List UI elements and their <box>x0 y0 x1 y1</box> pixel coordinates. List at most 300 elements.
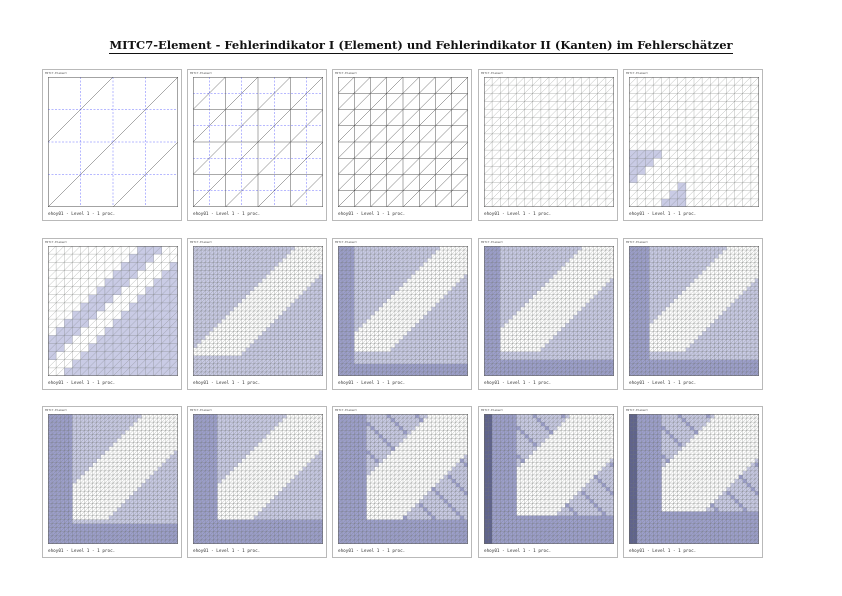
shaded-cell <box>448 364 452 368</box>
shaded-cell <box>496 295 500 299</box>
mesh-diagonal <box>354 158 370 174</box>
mesh-diagonal <box>242 344 246 348</box>
mesh-diagonal <box>678 175 686 183</box>
mesh-diagonal <box>129 246 137 254</box>
shaded-cell <box>346 295 350 299</box>
mesh-diagonal <box>234 335 238 339</box>
shaded-cell <box>484 364 488 368</box>
shaded-cell <box>391 250 395 254</box>
mesh-diagonal <box>311 246 315 250</box>
mesh-diagonal <box>395 299 399 303</box>
shaded-cell <box>303 339 307 343</box>
mesh-diagonal <box>395 315 399 319</box>
shaded-cell <box>258 368 262 372</box>
mesh-diagonal <box>299 258 303 262</box>
shaded-cell <box>338 254 342 258</box>
shaded-cell <box>262 348 266 352</box>
mesh-plot <box>193 246 323 376</box>
shaded-cell <box>250 258 254 262</box>
mesh-plot <box>338 77 468 207</box>
mesh-diagonal <box>278 303 282 307</box>
panel-header: MITC7-Element <box>481 240 503 244</box>
shaded-cell <box>452 323 456 327</box>
mesh-diagonal <box>282 295 286 299</box>
shaded-cell <box>201 246 205 250</box>
shaded-cell <box>419 331 423 335</box>
mesh-diagonal <box>286 283 290 287</box>
mesh-diagonal <box>492 142 500 150</box>
mesh-diagonal <box>366 323 370 327</box>
shaded-cell <box>448 307 452 311</box>
shaded-cell <box>407 274 411 278</box>
mesh-diagonal <box>278 266 282 270</box>
shaded-cell <box>213 307 217 311</box>
shaded-cell <box>311 352 315 356</box>
shaded-cell <box>162 335 170 343</box>
shaded-cell <box>338 303 342 307</box>
mesh-diagonal <box>440 270 444 274</box>
shaded-cell <box>307 295 311 299</box>
mesh-diagonal <box>645 118 653 126</box>
mesh-diagonal <box>213 344 217 348</box>
mesh-diagonal <box>415 319 419 323</box>
shaded-cell <box>286 307 290 311</box>
shaded-cell <box>338 356 342 360</box>
mesh-diagonal <box>246 307 250 311</box>
shaded-cell <box>411 266 415 270</box>
shaded-cell <box>375 254 379 258</box>
shaded-cell <box>342 250 346 254</box>
shaded-cell <box>358 250 362 254</box>
mesh-diagonal <box>193 348 197 352</box>
shaded-cell <box>213 303 217 307</box>
shaded-cell <box>213 291 217 295</box>
shaded-cell <box>209 303 213 307</box>
mesh-diagonal <box>234 344 238 348</box>
mesh-diagonal <box>411 283 415 287</box>
mesh-diagonal <box>399 303 403 307</box>
shaded-cell <box>197 311 201 315</box>
mesh-diagonal <box>710 126 718 134</box>
shaded-cell <box>354 360 358 364</box>
mesh-diagonal <box>645 191 653 199</box>
shaded-cell <box>266 246 270 250</box>
shaded-cell <box>72 311 80 319</box>
shaded-cell <box>448 339 452 343</box>
shaded-cell <box>250 279 254 283</box>
mesh-diagonal <box>72 303 80 311</box>
mesh-diagonal <box>686 118 694 126</box>
mesh-diagonal <box>694 166 702 174</box>
mesh-diagonal <box>525 175 533 183</box>
shaded-cell <box>500 319 504 323</box>
shaded-cell <box>250 368 254 372</box>
mesh-diagonal <box>637 134 645 142</box>
shaded-cell <box>254 368 258 372</box>
shaded-cell <box>217 274 221 278</box>
shaded-cell <box>205 331 209 335</box>
shaded-cell <box>508 279 512 283</box>
mesh-diagonal <box>678 150 686 158</box>
shaded-cell <box>105 335 113 343</box>
shaded-cell <box>362 319 366 323</box>
mesh-diagonal <box>415 283 419 287</box>
shaded-cell <box>246 287 250 291</box>
shaded-cell <box>221 315 225 319</box>
mesh-diagonal <box>456 279 460 283</box>
shaded-cell <box>350 295 354 299</box>
shaded-cell <box>242 274 246 278</box>
shaded-cell <box>221 307 225 311</box>
shaded-cell <box>205 323 209 327</box>
mesh-diagonal <box>582 142 590 150</box>
shaded-cell <box>226 291 230 295</box>
shaded-cell <box>419 368 423 372</box>
shaded-cell <box>295 360 299 364</box>
mesh-diagonal <box>517 166 525 174</box>
mesh-diagonal <box>209 339 213 343</box>
mesh-diagonal <box>743 77 751 85</box>
mesh-diagonal <box>81 254 89 262</box>
shaded-cell <box>97 295 105 303</box>
shaded-cell <box>315 291 319 295</box>
mesh-diagonal <box>278 311 282 315</box>
mesh-diagonal <box>254 295 258 299</box>
shaded-cell <box>213 323 217 327</box>
shaded-cell <box>89 303 97 311</box>
mesh-diagonal <box>89 287 97 295</box>
shaded-cell <box>362 258 366 262</box>
mesh-diagonal <box>440 279 444 283</box>
mesh-diagonal <box>81 246 89 254</box>
shaded-cell <box>342 287 346 291</box>
shaded-cell <box>282 339 286 343</box>
shaded-cell <box>286 315 290 319</box>
mesh-diagonal <box>419 307 423 311</box>
shaded-cell <box>484 299 488 303</box>
mesh-diagonal <box>735 110 743 118</box>
mesh-diagonal <box>694 93 702 101</box>
mesh-diagonal <box>431 258 435 262</box>
shaded-cell <box>299 315 303 319</box>
shaded-cell <box>213 283 217 287</box>
shaded-cell <box>221 287 225 291</box>
mesh-diagonal <box>217 352 221 356</box>
shaded-cell <box>209 364 213 368</box>
shaded-cell <box>395 348 399 352</box>
shaded-cell <box>484 344 488 348</box>
mesh-diagonal <box>662 150 670 158</box>
shaded-cell <box>338 279 342 283</box>
mesh-diagonal <box>460 270 464 274</box>
mesh-diagonal <box>645 142 653 150</box>
shaded-cell <box>492 315 496 319</box>
mesh-diagonal <box>358 344 362 348</box>
shaded-cell <box>371 287 375 291</box>
shaded-cell <box>217 270 221 274</box>
shaded-cell <box>448 327 452 331</box>
shaded-cell <box>407 364 411 368</box>
panel-footer: ehoy01 - Level 1 - 1 proc. <box>193 212 261 217</box>
shaded-cell <box>250 262 254 266</box>
shaded-cell <box>311 344 315 348</box>
shaded-cell <box>346 368 350 372</box>
shaded-cell <box>350 254 354 258</box>
shaded-cell <box>399 356 403 360</box>
mesh-diagonal <box>508 118 516 126</box>
shaded-cell <box>508 311 512 315</box>
shaded-cell <box>338 258 342 262</box>
shaded-cell <box>56 344 64 352</box>
shaded-cell <box>436 315 440 319</box>
shaded-cell <box>193 295 197 299</box>
shaded-cell <box>496 335 500 339</box>
shaded-cell <box>246 254 250 258</box>
shaded-cell <box>311 315 315 319</box>
shaded-cell <box>508 295 512 299</box>
mesh-diagonal <box>573 158 581 166</box>
shaded-cell <box>496 331 500 335</box>
mesh-diagonal <box>735 126 743 134</box>
mesh-diagonal <box>517 158 525 166</box>
mesh-diagonal <box>460 254 464 258</box>
shaded-cell <box>358 299 362 303</box>
shaded-cell <box>154 246 162 254</box>
mesh-diagonal <box>286 254 290 258</box>
shaded-cell <box>197 331 201 335</box>
shaded-cell <box>496 307 500 311</box>
shaded-cell <box>242 295 246 299</box>
shaded-cell <box>387 368 391 372</box>
shaded-cell <box>395 279 399 283</box>
shaded-cell <box>354 356 358 360</box>
shaded-cell <box>64 335 72 343</box>
shaded-cell <box>379 266 383 270</box>
shaded-cell <box>375 279 379 283</box>
shaded-cell <box>431 348 435 352</box>
shaded-cell <box>383 246 387 250</box>
shaded-cell <box>246 270 250 274</box>
mesh-diagonal <box>508 150 516 158</box>
mesh-diagonal <box>371 348 375 352</box>
shaded-cell <box>254 262 258 266</box>
shaded-cell <box>209 327 213 331</box>
shaded-cell <box>403 348 407 352</box>
shaded-cell <box>250 270 254 274</box>
shaded-cell <box>266 254 270 258</box>
mesh-diagonal <box>557 85 565 93</box>
shaded-cell <box>274 254 278 258</box>
mesh-panel <box>478 69 618 221</box>
shaded-cell <box>407 246 411 250</box>
mesh-diagonal <box>258 307 262 311</box>
shaded-cell <box>205 307 209 311</box>
mesh-plot <box>338 246 468 376</box>
shaded-cell <box>379 295 383 299</box>
shaded-cell <box>197 315 201 319</box>
mesh-diagonal <box>407 287 411 291</box>
shaded-cell <box>226 279 230 283</box>
mesh-diagonal <box>448 262 452 266</box>
shaded-cell <box>375 307 379 311</box>
mesh-diagonal <box>431 287 435 291</box>
shaded-cell <box>311 303 315 307</box>
shaded-cell <box>391 283 395 287</box>
mesh-diagonal <box>484 199 492 207</box>
shaded-cell <box>238 274 242 278</box>
shaded-cell <box>213 360 217 364</box>
mesh-diagonal <box>270 299 274 303</box>
panel-footer: ehoy01 - Level 1 - 1 proc. <box>48 381 116 386</box>
shaded-cell <box>395 246 399 250</box>
mesh-diagonal <box>295 287 299 291</box>
shaded-cell <box>484 331 488 335</box>
mesh-diagonal <box>423 270 427 274</box>
mesh-diagonal <box>678 134 686 142</box>
mesh-diagonal <box>282 274 286 278</box>
panel-header: MITC7-Element <box>45 240 67 244</box>
mesh-diagonal <box>395 327 399 331</box>
shaded-cell <box>146 246 154 254</box>
mesh-diagonal <box>686 126 694 134</box>
shaded-cell <box>383 266 387 270</box>
shaded-cell <box>488 287 492 291</box>
mesh-diagonal <box>254 335 258 339</box>
mesh-diagonal <box>362 344 366 348</box>
shaded-cell <box>89 295 97 303</box>
shaded-cell <box>193 327 197 331</box>
shaded-cell <box>121 344 129 352</box>
mesh-diagonal <box>387 344 391 348</box>
shaded-cell <box>431 331 435 335</box>
mesh-diagonal <box>137 287 145 295</box>
shaded-cell <box>213 311 217 315</box>
shaded-cell <box>500 315 504 319</box>
mesh-diagonal <box>590 118 598 126</box>
shaded-cell <box>311 360 315 364</box>
mesh-diagonal <box>582 150 590 158</box>
mesh-diagonal <box>533 110 541 118</box>
mesh-diagonal <box>694 118 702 126</box>
mesh-diagonal <box>415 279 419 283</box>
mesh-diagonal <box>423 291 427 295</box>
mesh-diagonal <box>56 246 64 254</box>
shaded-cell <box>350 258 354 262</box>
mesh-diagonal <box>727 101 735 109</box>
shaded-cell <box>436 348 440 352</box>
shaded-cell <box>137 246 145 254</box>
shaded-cell <box>366 352 370 356</box>
mesh-diagonal <box>375 315 379 319</box>
mesh-diagonal <box>718 142 726 150</box>
mesh-diagonal <box>64 303 72 311</box>
mesh-diagonal <box>64 344 72 352</box>
mesh-diagonal <box>391 323 395 327</box>
mesh-diagonal <box>311 279 315 283</box>
mesh-diagonal <box>315 246 319 250</box>
mesh-diagonal <box>500 126 508 134</box>
mesh-diagonal <box>407 311 411 315</box>
shaded-cell <box>387 274 391 278</box>
mesh-diagonal <box>303 266 307 270</box>
mesh-diagonal <box>64 254 72 262</box>
mesh-diagonal <box>718 158 726 166</box>
mesh-diagonal <box>217 344 221 348</box>
shaded-cell <box>342 262 346 266</box>
shaded-cell <box>448 311 452 315</box>
shaded-cell <box>387 291 391 295</box>
shaded-cell <box>307 344 311 348</box>
shaded-cell <box>230 250 234 254</box>
mesh-diagonal <box>670 142 678 150</box>
mesh-diagonal <box>105 311 113 319</box>
shaded-cell <box>221 279 225 283</box>
shaded-cell <box>230 356 234 360</box>
mesh-diagonal <box>448 258 452 262</box>
shaded-cell <box>205 254 209 258</box>
mesh-diagonal <box>500 150 508 158</box>
shaded-cell <box>419 327 423 331</box>
shaded-cell <box>504 364 508 368</box>
shaded-cell <box>440 339 444 343</box>
mesh-diagonal <box>419 279 423 283</box>
mesh-diagonal <box>492 199 500 207</box>
mesh-diagonal <box>702 85 710 93</box>
shaded-cell <box>315 364 319 368</box>
shaded-cell <box>492 307 496 311</box>
shaded-cell <box>488 327 492 331</box>
shaded-cell <box>201 303 205 307</box>
shaded-cell <box>411 254 415 258</box>
shaded-cell <box>246 274 250 278</box>
shaded-cell <box>431 339 435 343</box>
mesh-diagonal <box>517 77 525 85</box>
mesh-diagonal <box>492 110 500 118</box>
mesh-diagonal <box>678 166 686 174</box>
shaded-cell <box>213 274 217 278</box>
shaded-cell <box>291 303 295 307</box>
mesh-diagonal <box>282 258 286 262</box>
mesh-diagonal <box>590 85 598 93</box>
mesh-diagonal <box>427 299 431 303</box>
shaded-cell <box>193 319 197 323</box>
mesh-diagonal <box>694 175 702 183</box>
shaded-cell <box>234 364 238 368</box>
mesh-diagonal <box>81 262 89 270</box>
shaded-cell <box>254 279 258 283</box>
shaded-cell <box>282 319 286 323</box>
shaded-cell <box>488 303 492 307</box>
mesh-diagonal <box>670 166 678 174</box>
shaded-cell <box>278 368 282 372</box>
mesh-diagonal <box>653 134 661 142</box>
mesh-diagonal <box>170 254 178 262</box>
mesh-diagonal <box>508 199 516 207</box>
mesh-diagonal <box>371 77 387 93</box>
mesh-diagonal <box>452 175 468 191</box>
shaded-cell <box>105 287 113 295</box>
mesh-diagonal <box>72 254 80 262</box>
mesh-diagonal <box>492 101 500 109</box>
mesh-diagonal <box>751 110 759 118</box>
shaded-cell <box>307 323 311 327</box>
mesh-diagonal <box>403 327 407 331</box>
mesh-diagonal <box>500 101 508 109</box>
mesh-diagonal <box>72 352 80 360</box>
shaded-cell <box>460 356 464 360</box>
mesh-diagonal <box>48 279 56 287</box>
shaded-cell <box>508 254 512 258</box>
